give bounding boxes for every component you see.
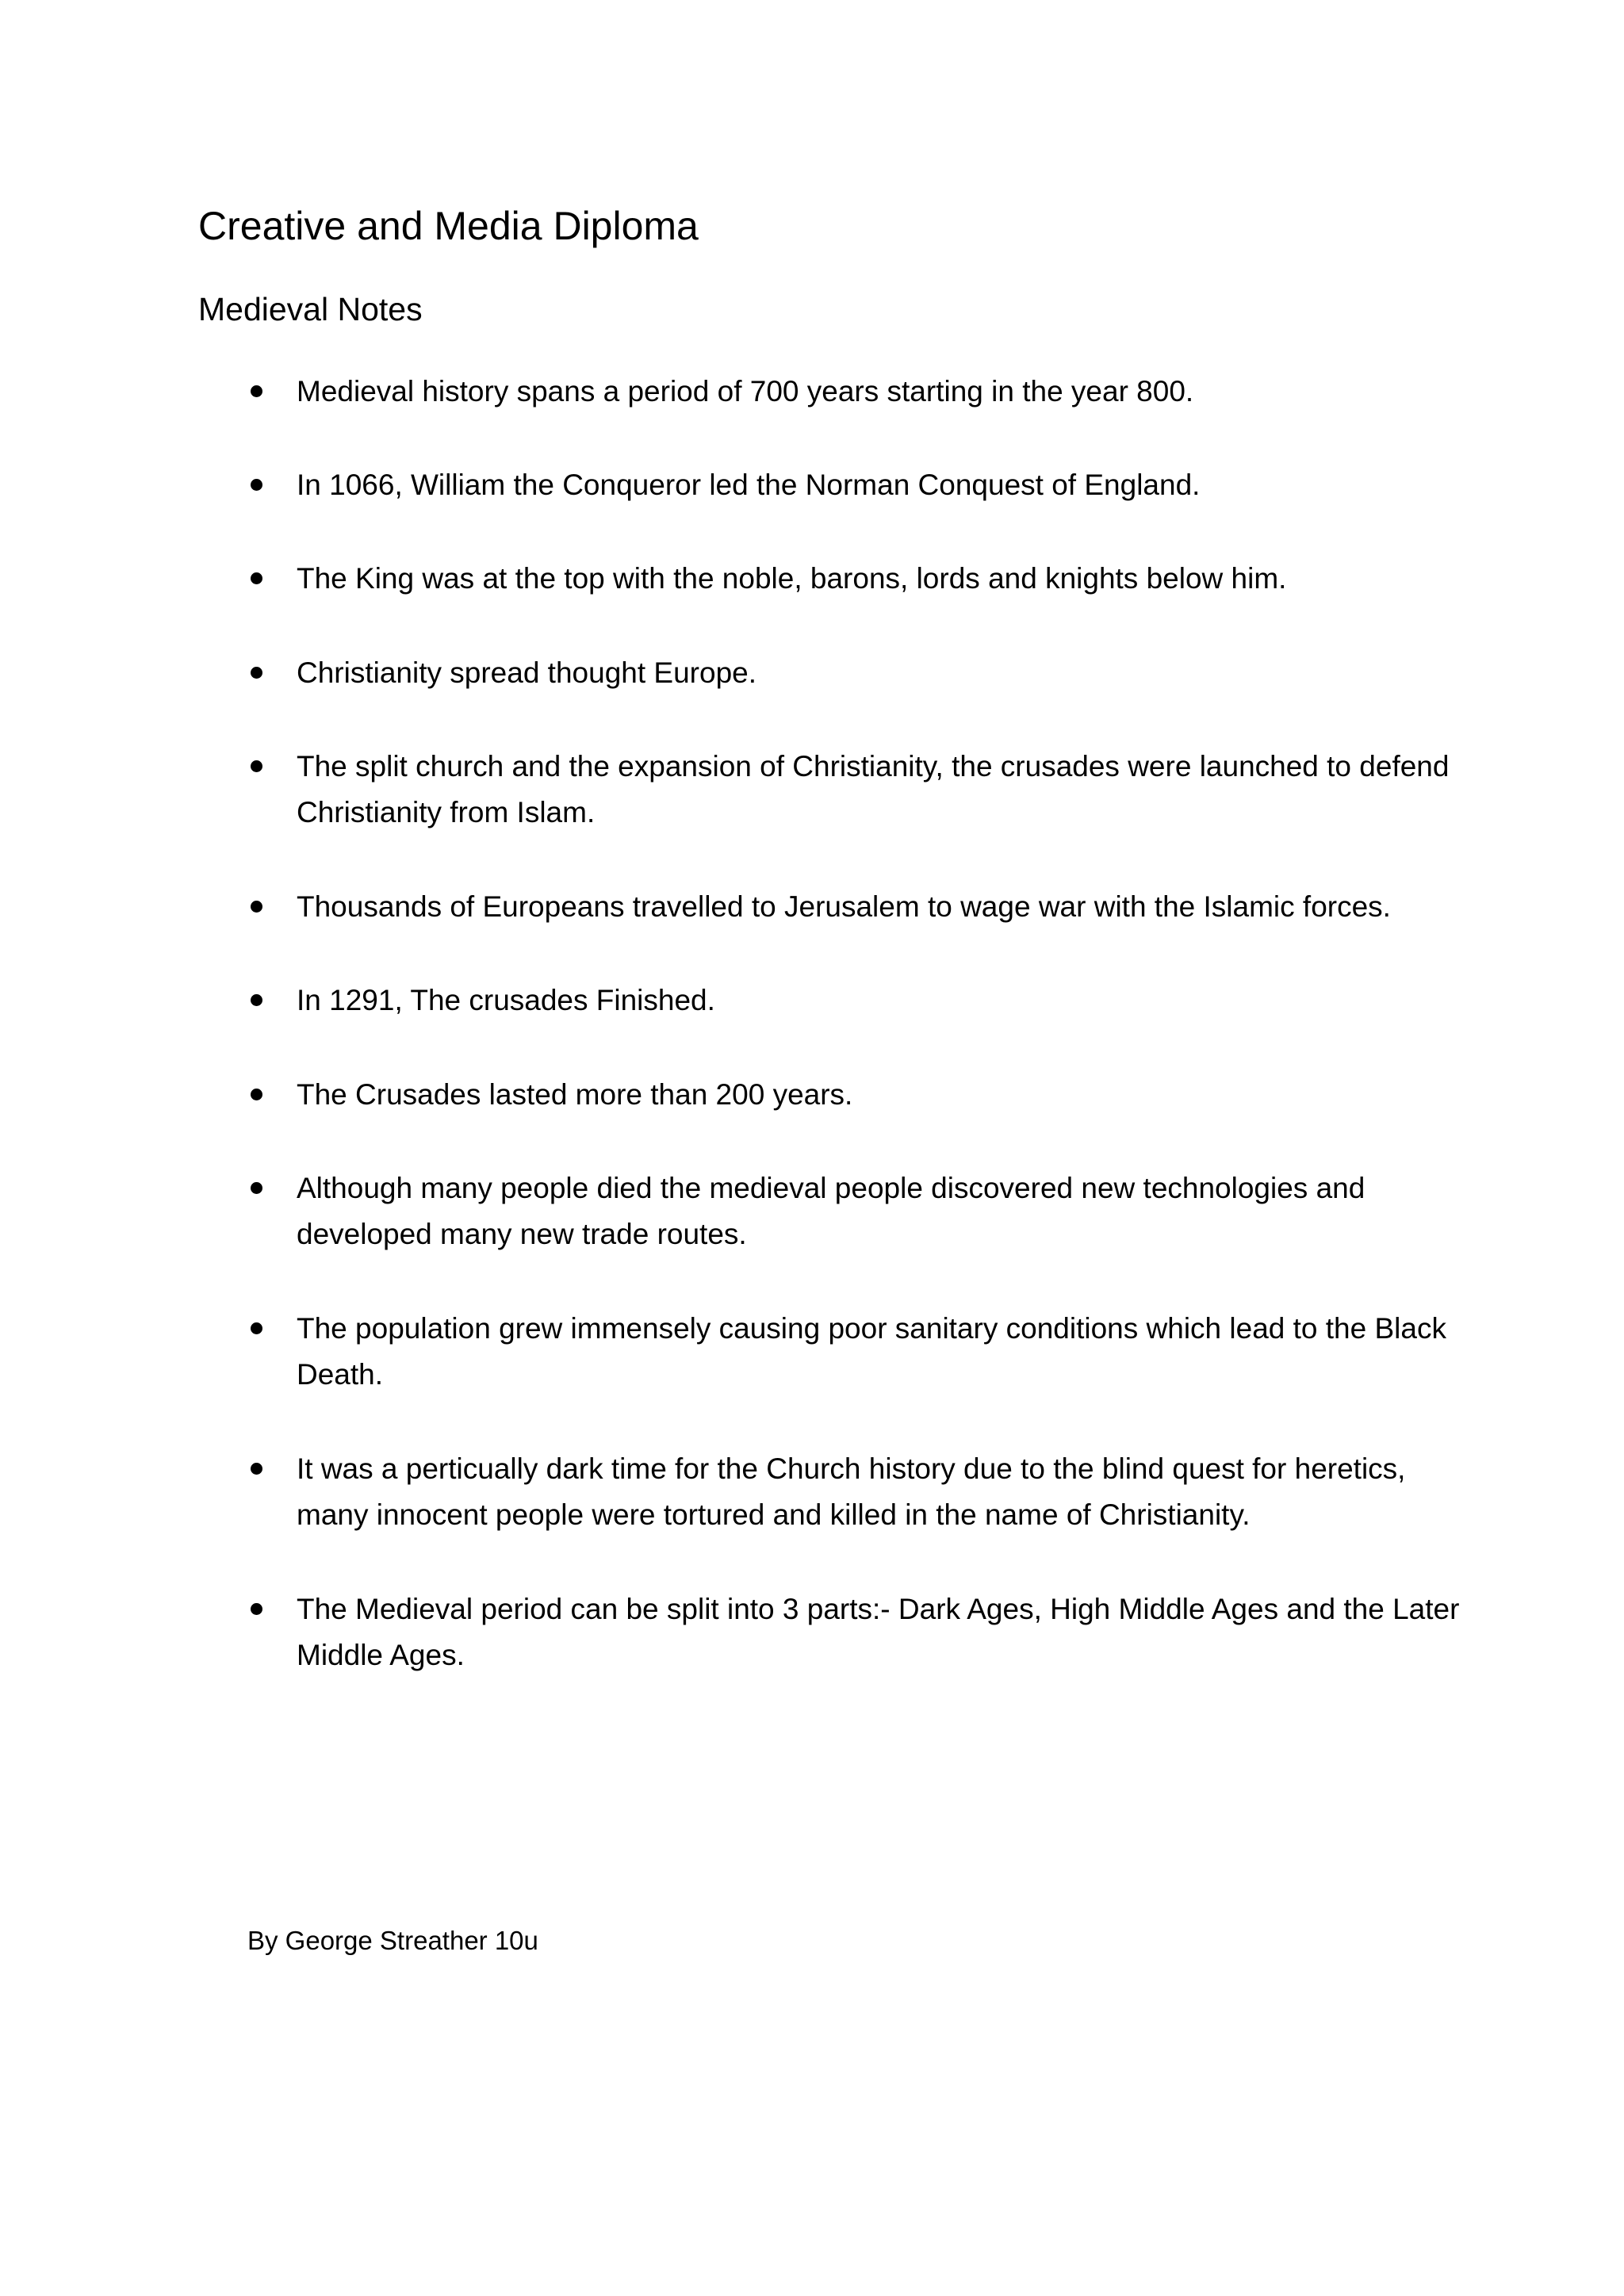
bullet-icon [251,1603,262,1615]
notes-list-item [247,884,1461,930]
notes-list-item-text: The Medieval period can be split into 3 parts:- Dark Ages, High Middle Ages and the Later Middle Ages. [297,1593,1460,1671]
notes-list-item [247,1446,1461,1538]
bullet-icon [251,572,262,584]
bullet-icon [251,479,262,491]
bullet-icon [251,1182,262,1194]
document-subtitle: Medieval Notes [198,291,423,327]
notes-list-item-text: Although many people died the medieval people discovered new technologies and developed many new trade routes. [297,1172,1365,1250]
notes-list-item [247,1306,1461,1398]
notes-list-item-text: The split church and the expansion of Christianity, the crusades were launched to defend Christianity from Islam. [297,750,1450,828]
bullet-icon [251,385,262,397]
bullet-icon [251,760,262,772]
notes-list-item [247,744,1461,836]
document-title: Creative and Media Diploma [198,204,699,248]
notes-list-item-text: The population grew immensely causing poor sanitary conditions which lead to the Black Death. [297,1312,1446,1391]
bullet-icon [251,667,262,679]
bullet-icon [251,901,262,913]
notes-list-item-text: It was a perticually dark time for the Church history due to the blind quest for heretics, many innocent people were tortured and killed in the name of Christianity. [297,1452,1406,1531]
bullet-icon [251,1463,262,1475]
notes-list-item-text: The King was at the top with the noble, barons, lords and knights below him. [297,562,1287,595]
notes-list-item [247,1072,1461,1118]
notes-list-item [247,462,1461,508]
bullet-icon [251,994,262,1006]
bullet-icon [251,1089,262,1100]
notes-list-item-text: In 1066, William the Conqueror led the Norman Conquest of England. [297,469,1201,501]
notes-list-item-text: In 1291, The crusades Finished. [297,984,715,1016]
bullet-icon [251,1322,262,1334]
notes-list-item [247,650,1461,696]
author-line: By George Streather 10u [247,1926,538,1955]
notes-list-item-text: Thousands of Europeans travelled to Jerusalem to wage war with the Islamic forces. [297,890,1391,923]
notes-list-item [247,369,1461,415]
notes-list-item-text: Christianity spread thought Europe. [297,656,757,689]
notes-list-item-text: Medieval history spans a period of 700 years starting in the year 800. [297,375,1194,408]
notes-list-item [247,978,1461,1024]
notes-list-item-text: The Crusades lasted more than 200 years. [297,1078,853,1111]
notes-list-item [247,1586,1461,1678]
notes-list-item [247,556,1461,602]
notes-list-item [247,1165,1461,1257]
